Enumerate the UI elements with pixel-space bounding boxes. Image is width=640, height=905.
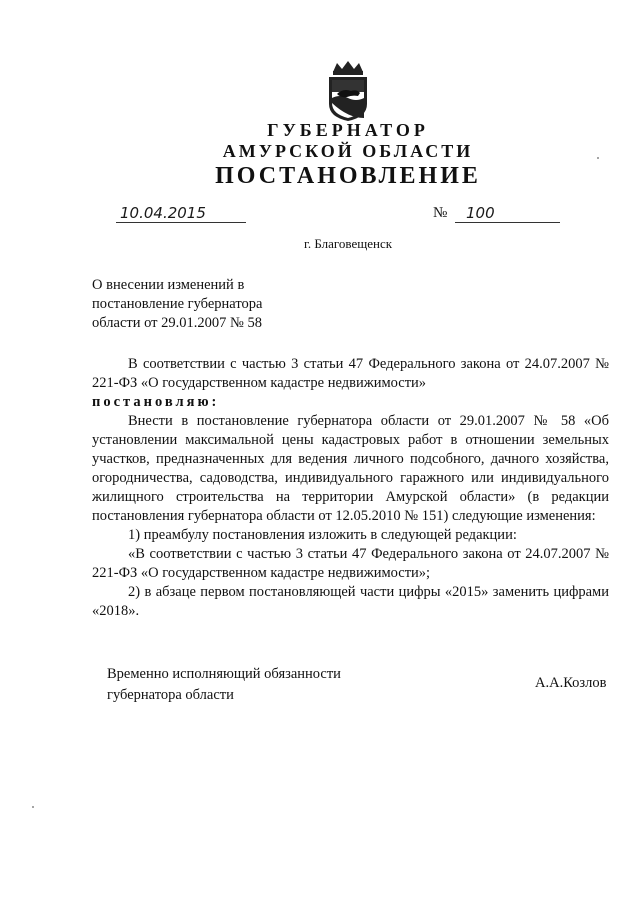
issuer-region: АМУРСКОЙ ОБЛАСТИ (222, 141, 474, 161)
item-text: «В соответствии с частью 3 статьи 47 Федерального закона от 24.07.2007 № 221-ФЗ «О государственном кадастре недвижимости»; (92, 546, 609, 581)
document-date: 10.04.2015 (120, 204, 206, 222)
item: 2) в абзаце первом постановляющей части цифры «2015» заменить цифрами «2018». (92, 584, 609, 619)
document-type: ПОСТАНОВЛЕНИЕ (215, 163, 481, 189)
decree-word: постановляю: (92, 394, 220, 410)
city: г. Благовещенск (303, 236, 393, 251)
subject-line: постановление губернатора (92, 296, 263, 312)
date-underline (116, 222, 246, 223)
preamble: В соответствии с частью 3 статьи 47 Федерального закона от 24.07.2007 № 221-ФЗ «О государственном кадастре недвижимости» (92, 356, 609, 391)
scan-speck (597, 157, 599, 159)
signatory-position (107, 664, 341, 706)
item: 1) преамбулу постановления изложить в следующей редакции: (128, 527, 517, 543)
issuer-title: ГУБЕРНАТОР (267, 120, 429, 140)
scan-speck (32, 806, 34, 808)
signatory-name: А.А.Козлов (535, 675, 607, 691)
amur-coat-of-arms-icon (323, 60, 373, 122)
position-line: губернатора области (107, 687, 234, 703)
document-body (92, 355, 609, 621)
document-subject (92, 276, 262, 333)
number-underline (455, 222, 560, 223)
position-line: Временно исполняющий обязанности (107, 666, 341, 682)
subject-line: О внесении изменений в (92, 277, 245, 293)
document-number: 100 (466, 204, 495, 222)
paragraph: Внести в постановление губернатора области от 29.01.2007 № 58 «Об установлении максимальной цены кадастровых работ в отношении земельных участков, предназначенных для ведения личного подсобного, дачного хозяйства, огородничества, садоводства, индивидуального гаражного или индивидуального жилищного строительства на территории Амурской области» (в редакции постановления губернатора области от 12.05.2010 № 151) следующие изменения: (92, 413, 609, 524)
number-label: № (433, 205, 448, 221)
subject-line: области от 29.01.2007 № 58 (92, 315, 262, 331)
